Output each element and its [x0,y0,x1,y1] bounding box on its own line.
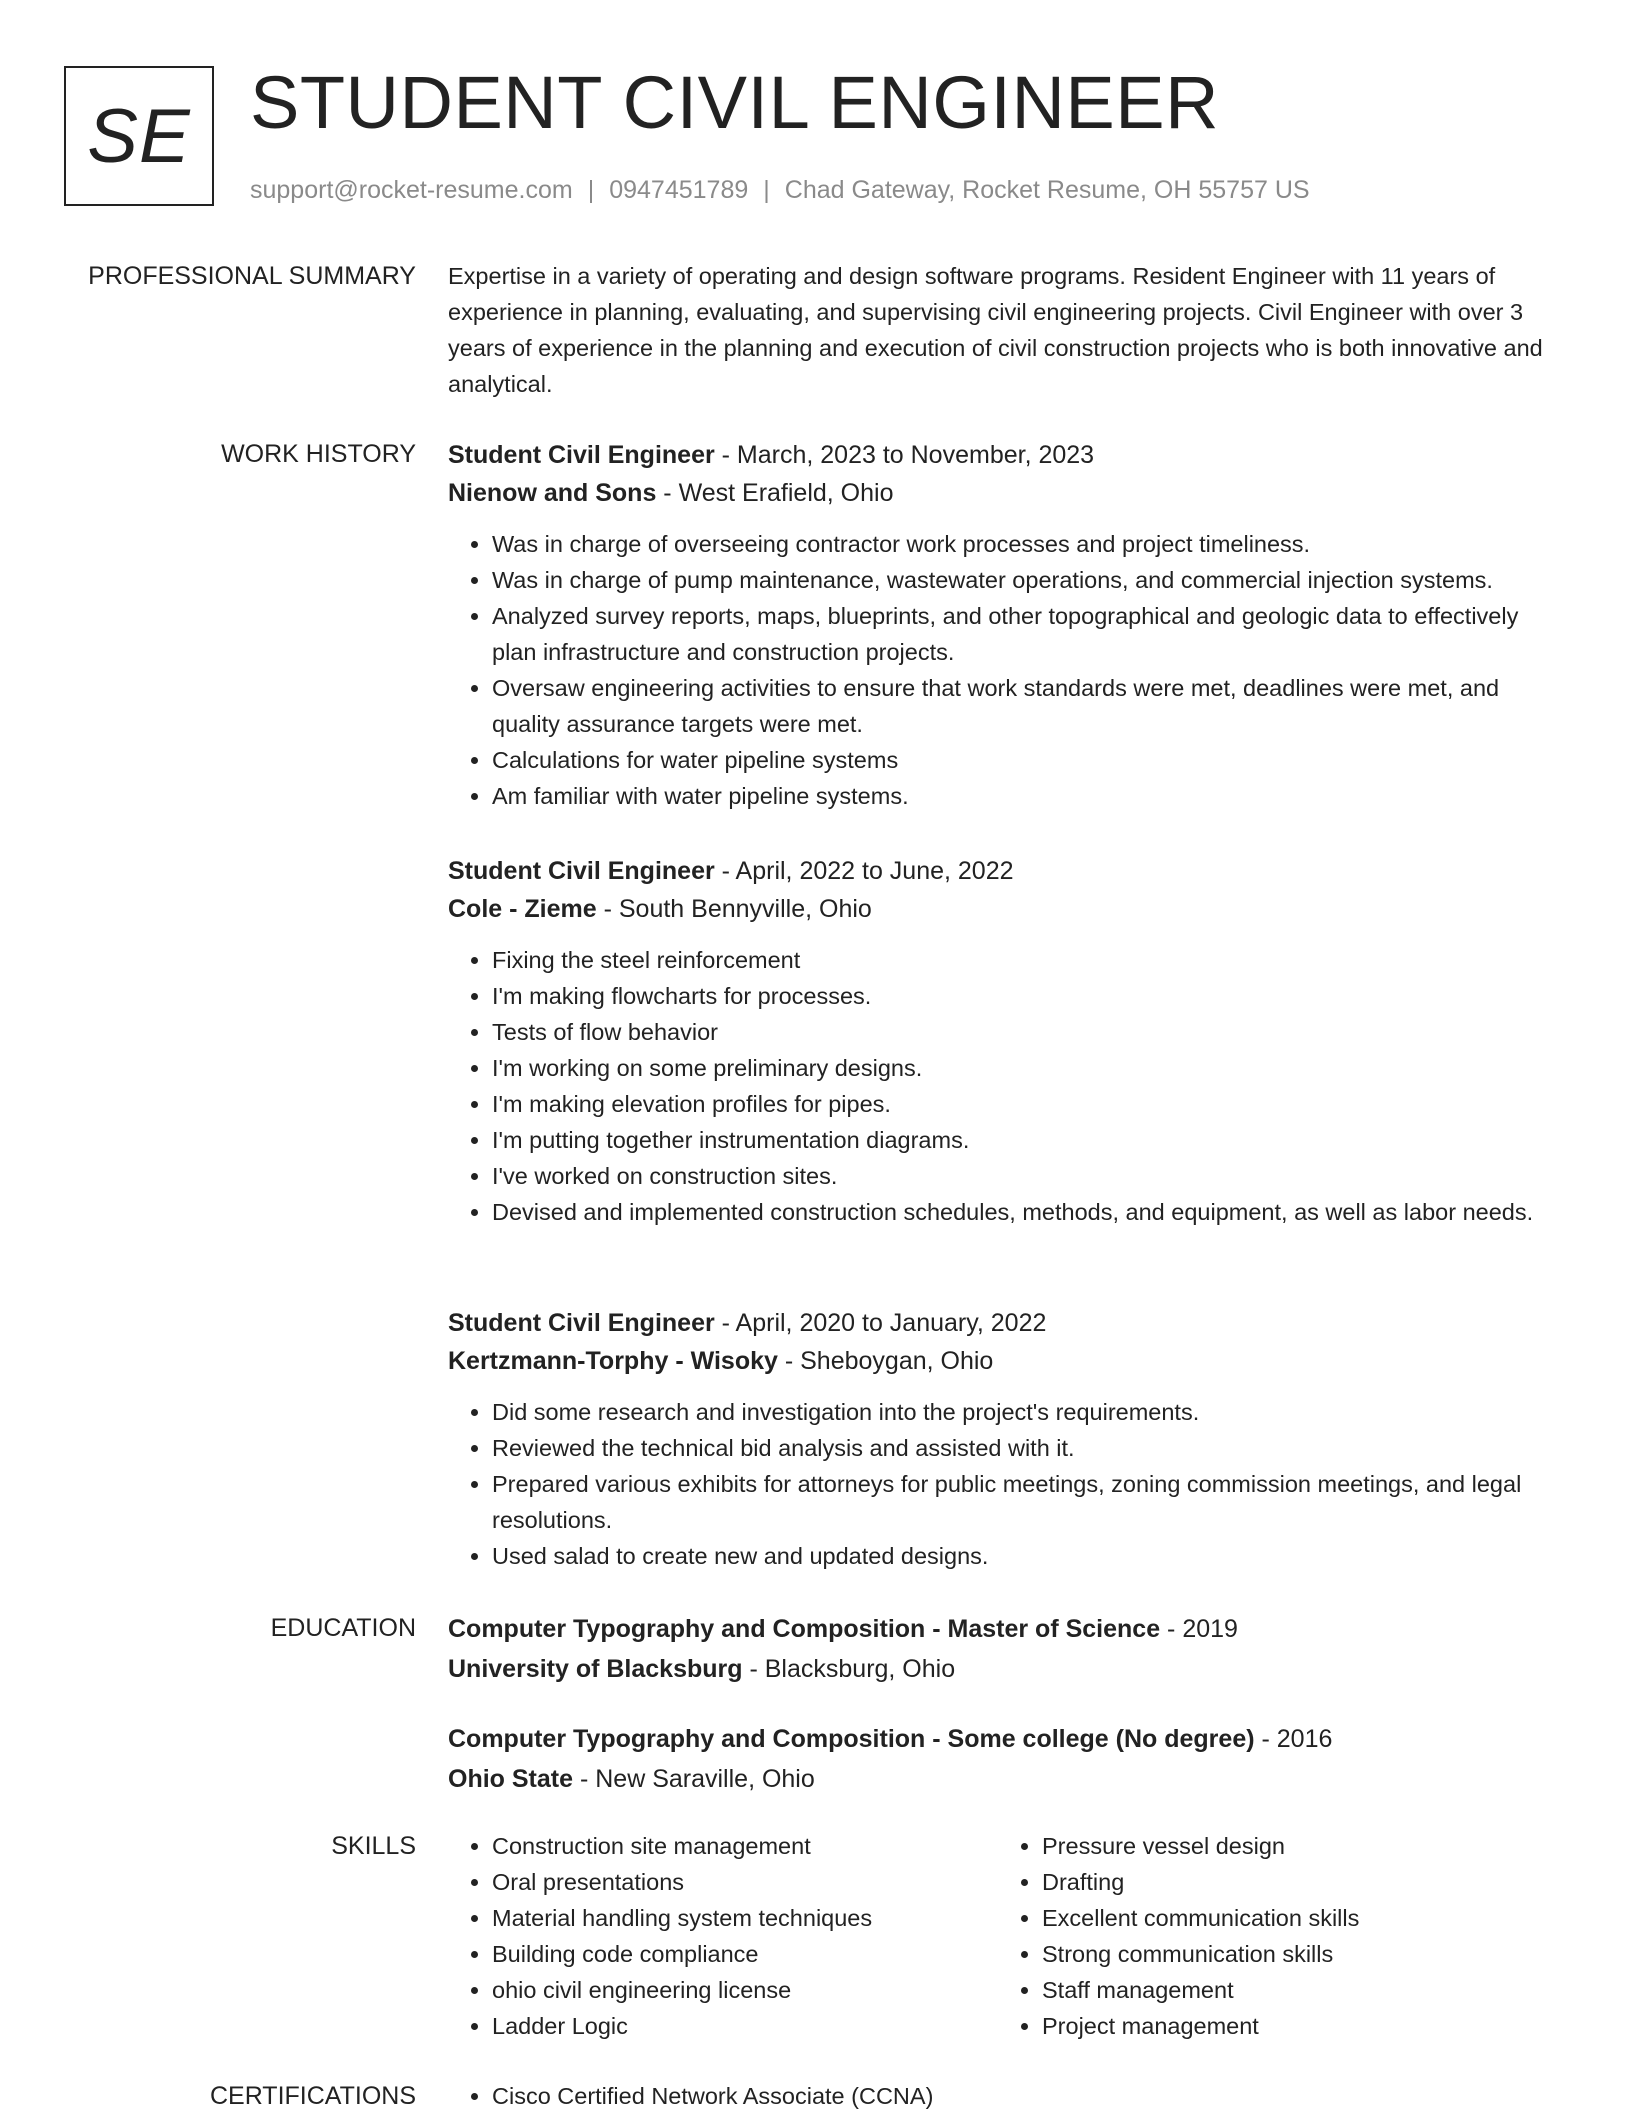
skill-item: • Oral presentations [492,1864,988,1900]
job-bullets [448,1394,1568,1574]
education-location: - Blacksburg, Ohio [742,1655,956,1683]
job-bullet: • Prepared various exhibits for attorneys for public meetings, zoning commission meetings, and legal resolutions. [492,1466,1568,1538]
education-school: Ohio State [448,1765,574,1793]
skills-list [448,1828,988,2044]
job-bullets [448,526,1568,814]
job-bullet: • Oversaw engineering activities to ensure that work standards were met, deadlines were met, and quality assurance targets were met. [492,670,1568,742]
skill-item: • Excellent communication skills [1042,1900,1538,1936]
job-bullet: • I'm working on some preliminary designs. [492,1050,1568,1086]
job-bullet: • Devised and implemented construction schedules, methods, and equipment, as well as labor needs. [492,1194,1568,1230]
skill-item: • Staff management [1042,1972,1538,2008]
job-title: Student Civil Engineer [448,1309,715,1337]
section-label-skills: SKILLS [331,1832,416,1860]
certifications-section [448,2078,1568,2114]
education-entry [448,1720,1568,1798]
job-title: Student Civil Engineer [448,857,715,885]
section-label-work-history: WORK HISTORY [221,440,416,468]
job-bullet: • Reviewed the technical bid analysis and assisted with it. [492,1430,1568,1466]
skill-item: • Building code compliance [492,1936,988,1972]
education-degree-line [448,1610,1568,1648]
job-bullet: • Calculations for water pipeline systems [492,742,1568,778]
job-location: - Sheboygan, Ohio [777,1347,994,1375]
summary-section [448,258,1568,402]
job-bullet: • Used salad to create new and updated designs. [492,1538,1568,1574]
skill-item: • Construction site management [492,1828,988,1864]
education-year: - 2019 [1160,1615,1238,1643]
contact-separator: | [763,176,770,204]
skill-item: • Ladder Logic [492,2008,988,2044]
contact-separator: | [587,176,595,204]
job-bullet: • Am familiar with water pipeline systems. [492,778,1568,814]
job-company-line [448,890,1568,928]
certifications-list [448,2078,1568,2114]
summary-text: Expertise in a variety of operating and design software programs. Resident Engineer with 11 years of experience in planning, evaluating, and supervising civil engineering projects. Civil Engineer with over 3 years of experience in the planning and execution of civil construction projects who is both innovative and analytical. [448,263,1543,397]
contact-line [250,172,1310,208]
monogram-badge: SE [64,66,214,206]
job-bullet: • I've worked on construction sites. [492,1158,1568,1194]
education-degree: Computer Typography and Composition - Master of Science [448,1615,1161,1643]
contact-address: Chad Gateway, Rocket Resume, OH 55757 US [784,176,1310,204]
section-label-certifications: CERTIFICATIONS [209,2082,416,2110]
skill-item: • Pressure vessel design [1042,1828,1538,1864]
skill-item: • Project management [1042,2008,1538,2044]
skill-item: • Drafting [1042,1864,1538,1900]
skill-item: • Material handling system techniques [492,1900,988,1936]
skills-section [448,1828,1568,2048]
job-bullet: • Analyzed survey reports, maps, blueprints, and other topographical and geologic data to effectively plan infrastructure and construction projects. [492,598,1568,670]
job-bullet: • Did some research and investigation into the project's requirements. [492,1394,1568,1430]
job-bullet: • I'm making elevation profiles for pipes. [492,1086,1568,1122]
job-title-line [448,852,1568,890]
job-bullet: • Was in charge of overseeing contractor work processes and project timeliness. [492,526,1568,562]
job-dates: - March, 2023 to November, 2023 [714,441,1095,469]
job-bullets [448,942,1568,1230]
job-bullet: • I'm putting together instrumentation diagrams. [492,1122,1568,1158]
contact-phone: 0947451789 [609,176,749,204]
section-label-summary: PROFESSIONAL SUMMARY [88,262,416,290]
job-entry [448,1304,1568,1574]
job-entry [448,436,1568,814]
job-company-line [448,1342,1568,1380]
job-company: Kertzmann-Torphy - Wisoky [448,1347,778,1375]
education-degree: Computer Typography and Composition - Some college (No degree) [448,1725,1255,1753]
contact-email: support@rocket-resume.com [250,176,573,204]
job-location: - South Bennyville, Ohio [596,895,872,923]
job-bullet: • Tests of flow behavior [492,1014,1568,1050]
skill-item: • Strong communication skills [1042,1936,1538,1972]
certification-item: • Cisco Certified Network Associate (CCNA) [492,2078,1568,2114]
section-label-education: EDUCATION [270,1614,416,1642]
job-company: Nienow and Sons [448,479,657,507]
education-year: - 2016 [1254,1725,1333,1753]
education-degree-line [448,1720,1568,1758]
job-company-line [448,474,1568,512]
education-school-line [448,1760,1568,1798]
education-school: University of Blacksburg [448,1655,743,1683]
education-location: - New Saraville, Ohio [573,1765,815,1793]
job-company: Cole - Zieme [448,895,597,923]
job-title-line [448,436,1568,474]
skills-list [998,1828,1538,2044]
job-title: Student Civil Engineer [448,441,715,469]
skills-column-left [448,1828,988,2044]
skills-column-right [998,1828,1538,2044]
resume-title: STUDENT CIVIL ENGINEER [250,61,1220,144]
job-location: - West Erafield, Ohio [656,479,894,507]
job-entry [448,852,1568,1230]
job-bullet: • I'm making flowcharts for processes. [492,978,1568,1014]
job-dates: - April, 2022 to June, 2022 [714,857,1014,885]
job-title-line [448,1304,1568,1342]
job-bullet: • Was in charge of pump maintenance, wastewater operations, and commercial injection systems. [492,562,1568,598]
skill-item: • ohio civil engineering license [492,1972,988,2008]
education-school-line [448,1650,1568,1688]
education-entry [448,1610,1568,1688]
job-dates: - April, 2020 to January, 2022 [714,1309,1047,1337]
job-bullet: • Fixing the steel reinforcement [492,942,1568,978]
